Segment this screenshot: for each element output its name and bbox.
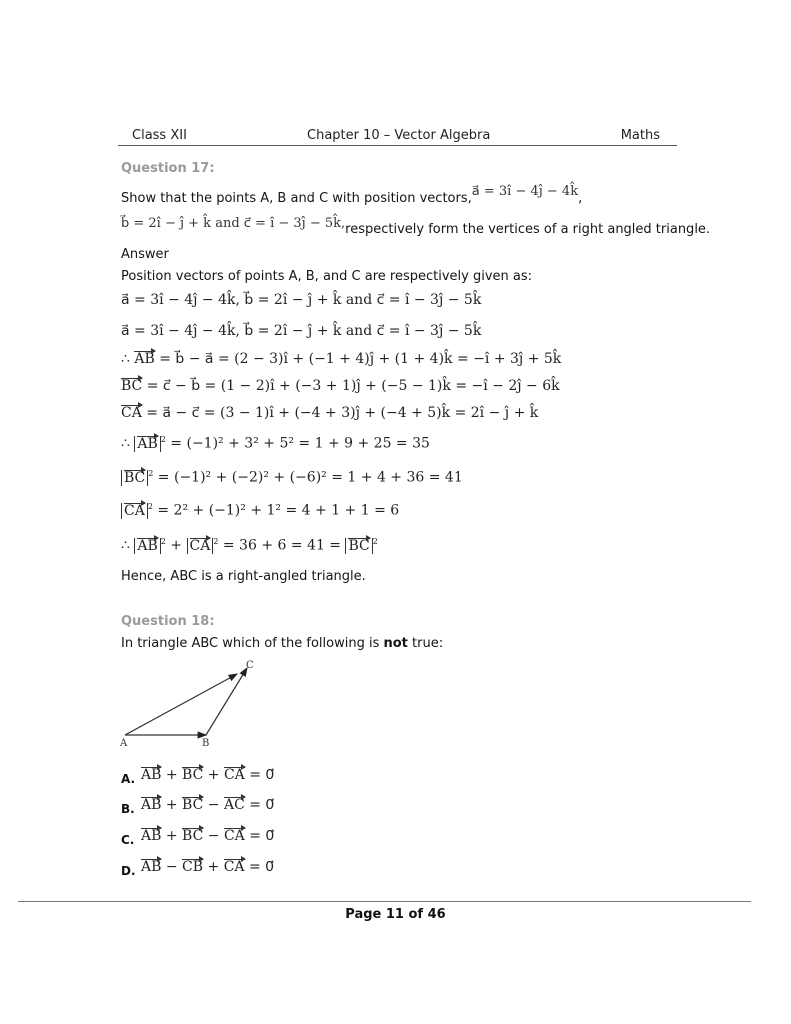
equation-rhs: = 2² + (−1)² + 1² = 4 + 1 + 1 = 6 [152, 502, 400, 519]
vector-ca: CA [124, 502, 145, 519]
vector-ca: CA [189, 537, 211, 554]
vector-a-expression: a⃗ = 3î − 4ĵ − 4k̂ [471, 184, 579, 199]
therefore-symbol: ∴ [121, 435, 135, 452]
operator: + [161, 828, 183, 844]
vector-term: CA [223, 767, 245, 783]
subject-label: Maths [620, 128, 660, 143]
vector-term: AB [141, 828, 162, 844]
prompt-comma: , [578, 191, 583, 206]
header-divider [118, 145, 677, 146]
option-b [121, 794, 274, 816]
operator: + [203, 767, 224, 783]
question-17-title: Question 17: [121, 161, 215, 176]
equation-rhs: = (−1)² + 3² + 5² = 1 + 9 + 25 = 35 [165, 435, 430, 452]
page-number: Page 11 of 46 [345, 907, 446, 922]
footer-divider [18, 901, 751, 902]
equation-rhs: = 0⃗ [244, 859, 275, 875]
vertex-b-label: B [202, 738, 210, 749]
vertex-a-label: A [120, 738, 128, 749]
equation-mid: = 36 + 6 = 41 = [218, 537, 346, 554]
prompt-text: Show that the points A, B and C with position vectors, [121, 191, 472, 206]
vector-ab: AB [134, 351, 155, 367]
operator: + [161, 797, 183, 813]
chapter-title: Chapter 10 – Vector Algebra [307, 128, 491, 143]
equation-rhs: = b⃗ − a⃗ = (2 − 3)î + (−1 + 4)ĵ + (1 + 4)k̂ = −î + 3ĵ + 5k̂ [154, 351, 562, 367]
equation-rhs: = 0⃗ [244, 828, 275, 844]
operator: − [203, 797, 224, 813]
therefore-symbol: ∴ [121, 537, 135, 554]
prompt-text: respectively form the vertices of a right angled triangle. [345, 222, 711, 237]
option-letter: C. [121, 833, 135, 847]
conclusion-text: Hence, ABC is a right-angled triangle. [121, 569, 366, 584]
magnitude-bc-equation: BC $^2$ = (−1)² + (−2)² + (−6)² = 1 + 4 + 36 = 41 [121, 469, 463, 486]
therefore-symbol: ∴ [121, 351, 135, 367]
option-d [121, 856, 274, 878]
pythagoras-equation: ∴ AB $^2$ + CA $^2$ = 36 + 6 = 41 = BC $^2$ [121, 537, 378, 554]
class-label: Class XII [132, 128, 187, 143]
vector-term: BC [182, 767, 204, 783]
page-header [118, 128, 678, 146]
vector-ab-equation [121, 351, 561, 367]
equation-rhs: = a⃗ − c⃗ = (3 − 1)î + (−4 + 3)ĵ + (−4 + 5)k̂ = 2î − ĵ + k̂ [141, 405, 539, 421]
vector-term: AC [223, 797, 245, 813]
magnitude-ab-equation: ∴ AB $^2$ = (−1)² + 3² + 5² = 1 + 9 + 25 = 35 [121, 435, 430, 452]
equation-rhs: = 0⃗ [244, 797, 275, 813]
question-17-prompt-line1 [121, 184, 583, 206]
vertex-c-label: C [246, 660, 254, 671]
vector-term: CA [223, 859, 245, 875]
vector-b-c-expression: b⃗ = 2î − ĵ + k̂ and c⃗ = î − 3ĵ − 5k̂, [121, 216, 346, 231]
vector-term: CB [182, 859, 204, 875]
vector-term: BC [182, 828, 204, 844]
answer-intro: Position vectors of points A, B, and C are respectively given as: [121, 269, 533, 284]
prompt-text: true: [407, 636, 444, 651]
side-bc-arrow [206, 668, 247, 735]
option-letter: B. [121, 802, 135, 816]
vector-bc: BC [121, 378, 143, 394]
vector-term: CA [223, 828, 245, 844]
option-letter: A. [121, 772, 136, 786]
prompt-emphasis: not [383, 636, 408, 651]
question-18-prompt [121, 636, 443, 651]
vector-ca-equation [121, 405, 538, 421]
vector-ab: AB [137, 537, 158, 554]
option-letter: D. [121, 864, 136, 878]
equation-rhs: = 0⃗ [244, 767, 275, 783]
operator: − [161, 859, 183, 875]
equation-rhs: = c⃗ − b⃗ = (1 − 2)î + (−3 + 1)ĵ + (−5 − 1)k̂ = −î − 2ĵ − 6k̂ [142, 378, 560, 394]
triangle-abc-figure [110, 655, 280, 755]
magnitude-ca-equation: CA $^2$ = 2² + (−1)² + 1² = 4 + 1 + 1 = 6 [121, 502, 399, 519]
vector-term: AB [141, 859, 162, 875]
vector-ab: AB [137, 435, 158, 452]
position-vectors-line: a⃗ = 3î − 4ĵ − 4k̂, b⃗ = 2î − ĵ + k̂ and c⃗ = î − 3ĵ − 5k̂ [121, 323, 482, 339]
option-c [121, 825, 274, 847]
prompt-text: In triangle ABC which of the following is [121, 636, 384, 651]
vector-bc: BC [348, 537, 370, 554]
vector-ca: CA [121, 405, 142, 421]
vector-term: AB [141, 797, 162, 813]
question-17-prompt-line2 [121, 216, 711, 237]
vector-term: BC [182, 797, 204, 813]
vector-bc: BC [124, 469, 146, 486]
option-a [121, 764, 274, 786]
position-vectors-line: a⃗ = 3î − 4ĵ − 4k̂, b⃗ = 2î − ĵ + k̂ and c⃗ = î − 3ĵ − 5k̂ [121, 292, 482, 308]
question-18-title: Question 18: [121, 614, 215, 629]
answer-label: Answer [121, 247, 169, 262]
side-ac-arrow [125, 674, 237, 735]
operator: + [203, 859, 224, 875]
vector-term: AB [141, 767, 162, 783]
vector-bc-equation [121, 378, 560, 394]
equation-rhs: = (−1)² + (−2)² + (−6)² = 1 + 4 + 36 = 41 [153, 469, 463, 486]
operator: − [203, 828, 224, 844]
operator: + [161, 767, 183, 783]
